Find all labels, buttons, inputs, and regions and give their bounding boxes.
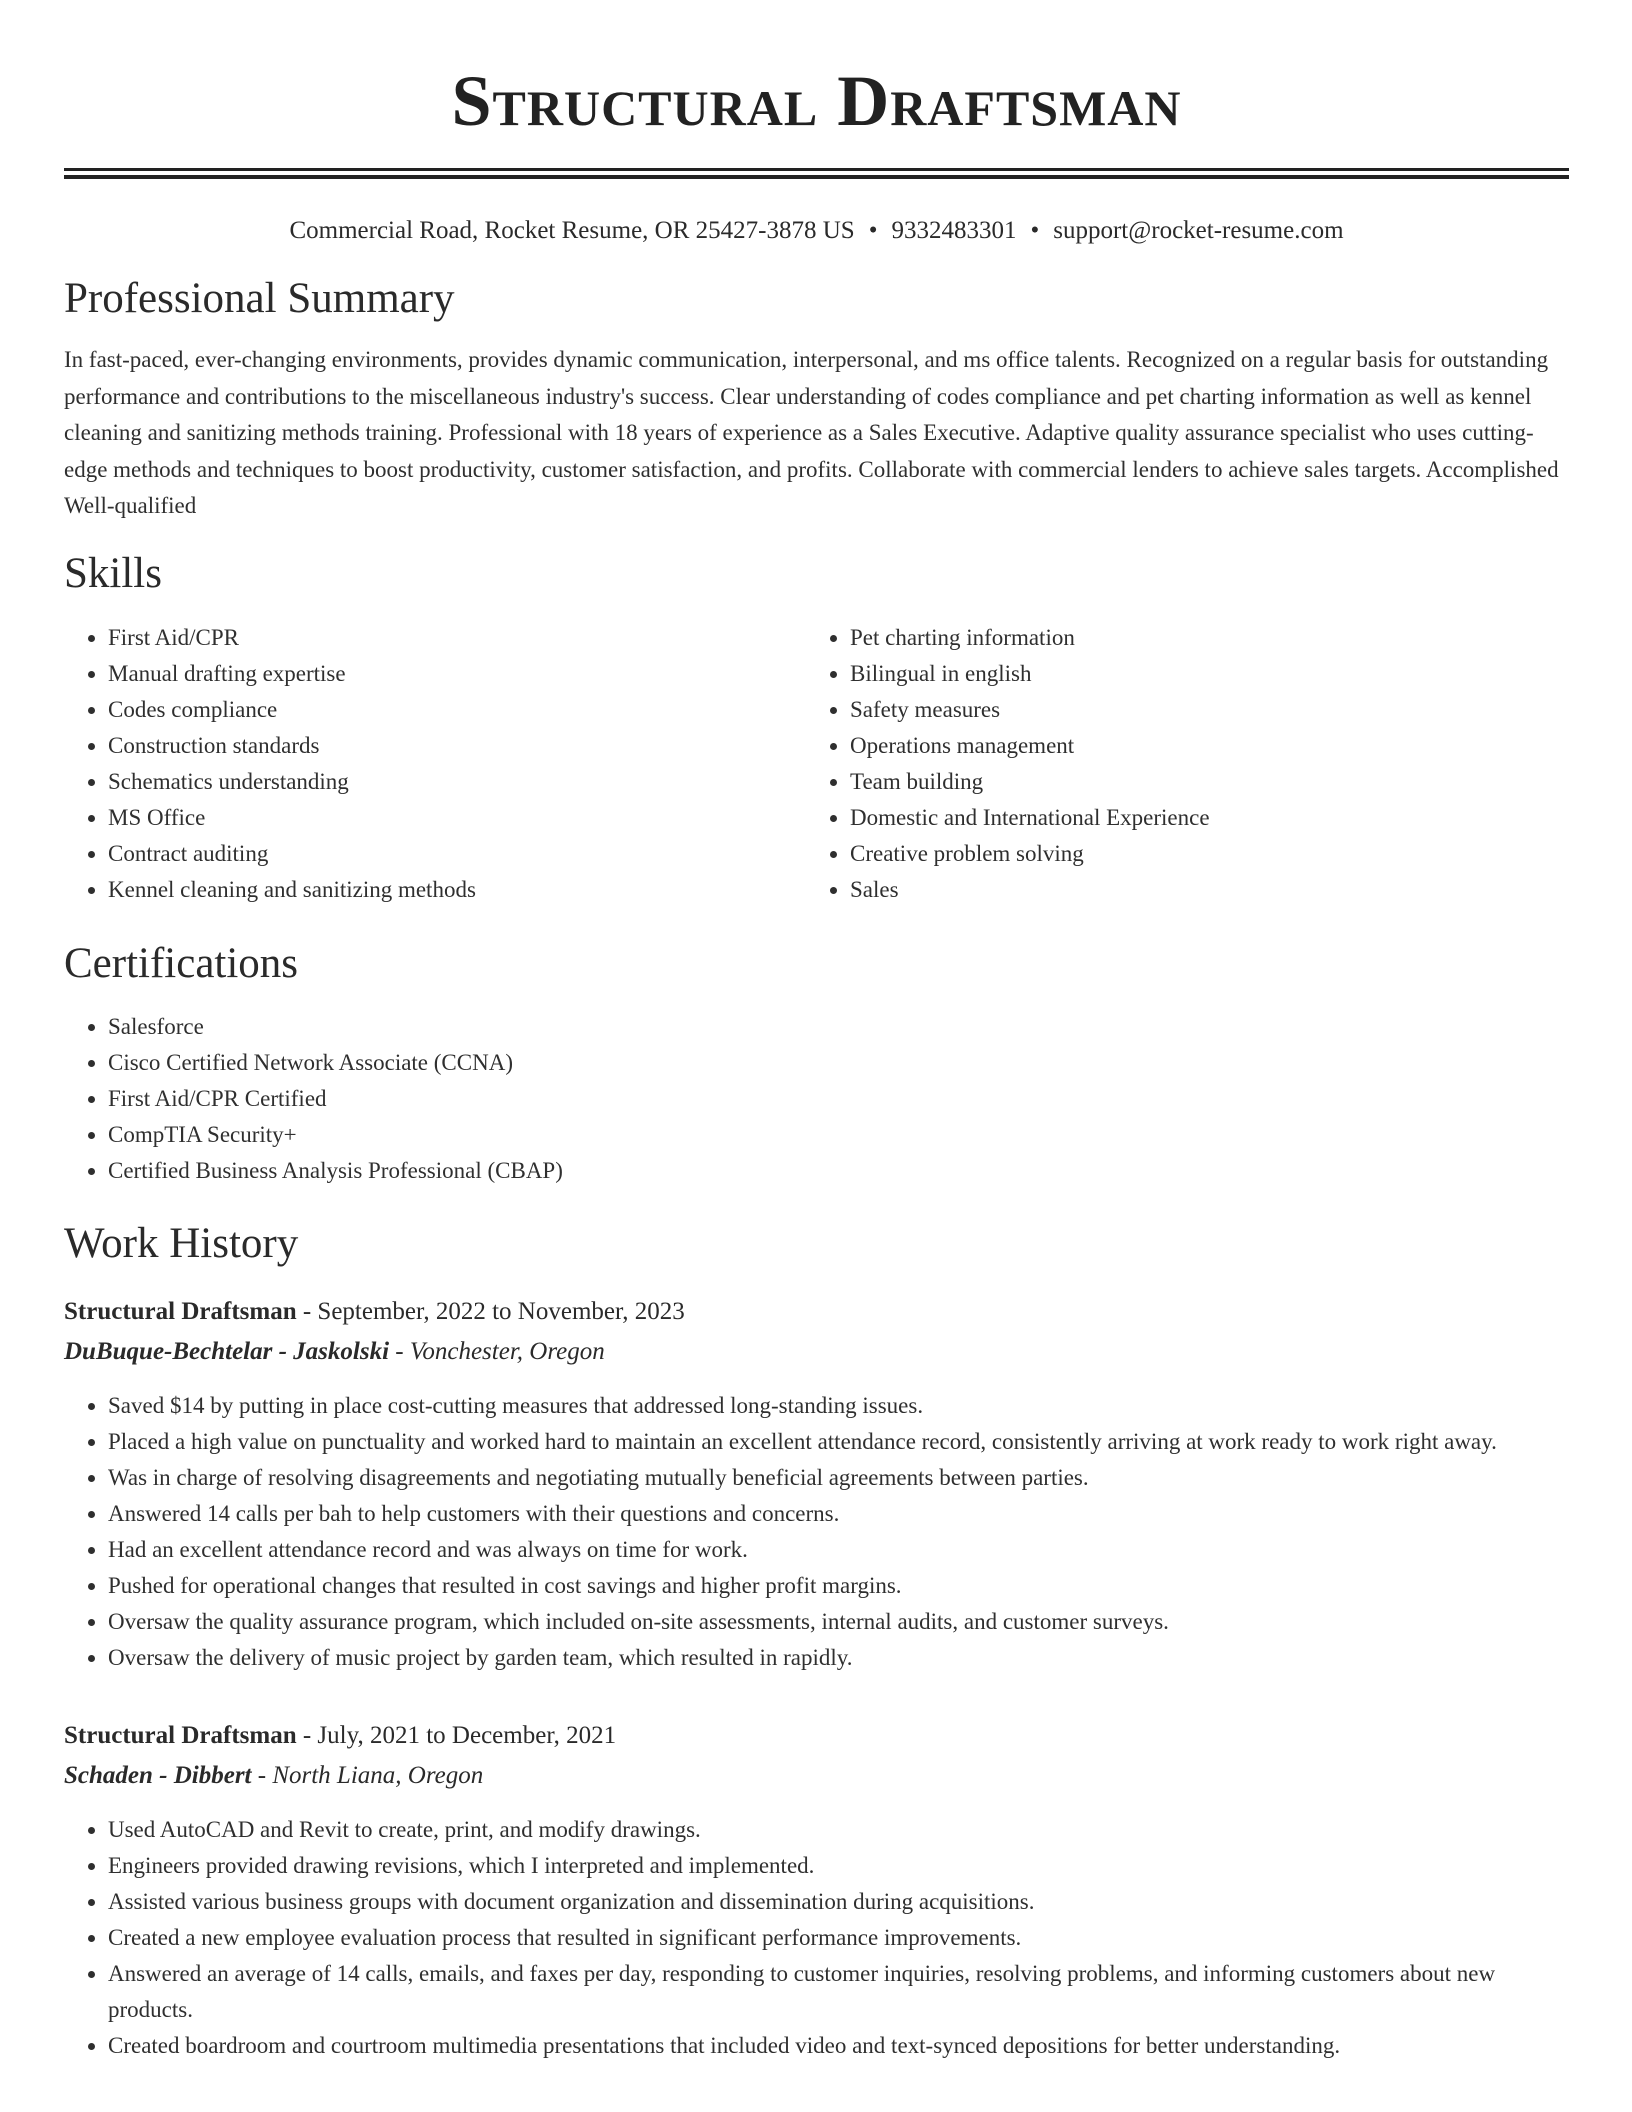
job-role: Structural Draftsman: [64, 1721, 297, 1749]
job-company: Schaden - Dibbert: [64, 1761, 252, 1789]
skill-item: • Manual drafting expertise: [108, 656, 806, 692]
job-location: - Vonchester, Oregon: [389, 1337, 605, 1365]
responsibility-item: • Engineers provided drawing revisions, which I interpreted and implemented.: [108, 1848, 1569, 1884]
skill-item: • Operations management: [850, 728, 1548, 764]
skill-item: • Domestic and International Experience: [850, 800, 1548, 836]
skill-item: • First Aid/CPR: [108, 620, 806, 656]
contact-phone[interactable]: 9332483301: [891, 217, 1017, 244]
work-history-heading: Work History: [64, 1219, 299, 1267]
skill-item: • Safety measures: [850, 692, 1548, 728]
job-role: Structural Draftsman: [64, 1297, 297, 1325]
summary-text: In fast-paced, ever-changing environments, provides dynamic communication, interpersonal, and ms office talents. Recognized on a regular basis for outstanding performance and contributions to the miscellaneous industry's success. Clear understanding of codes compliance and pet charting information as well as kennel cleaning and sanitizing methods training. Professional with 18 years of experience as a Sales Executive. Adaptive quality assurance specialist who uses cutting-edge methods and techniques to boost productivity, customer satisfaction, and profits. Collaborate with commercial lenders to achieve sales targets. Accomplished Well-qualified: [64, 347, 1559, 518]
skill-item: • Schematics understanding: [108, 764, 806, 800]
candidate-name: Structural Draftsman: [451, 61, 1182, 141]
contact-line: [64, 215, 1569, 247]
certification-item: • CompTIA Security+: [108, 1117, 1569, 1153]
certification-item: • Certified Business Analysis Professional (CBAP): [108, 1153, 1569, 1189]
skills-grid: [64, 620, 1569, 908]
certification-item: • Cisco Certified Network Associate (CCNA): [108, 1045, 1569, 1081]
contact-email[interactable]: support@rocket-resume.com: [1053, 217, 1344, 244]
skills-heading: Skills: [64, 549, 162, 597]
skill-item: • Creative problem solving: [850, 836, 1548, 872]
responsibility-item: • Answered an average of 14 calls, emails, and faxes per day, responding to customer inquiries, resolving problems, and informing customers about new products.: [108, 1956, 1569, 2028]
contact-separator: •: [868, 217, 878, 244]
job-company-line: [64, 1332, 1569, 1372]
job-entry: [64, 1292, 1569, 1676]
resume-page: [64, 0, 1569, 2064]
skills-list-right: [806, 620, 1548, 908]
skill-item: • MS Office: [108, 800, 806, 836]
skills-column-right: [806, 620, 1548, 908]
certification-item: • Salesforce: [108, 1009, 1569, 1045]
responsibility-item: • Used AutoCAD and Revit to create, print, and modify drawings.: [108, 1812, 1569, 1848]
skill-item: • Team building: [850, 764, 1548, 800]
responsibility-item: • Created a new employee evaluation process that resulted in significant performance improvements.: [108, 1920, 1569, 1956]
job-title-line: [64, 1292, 1569, 1332]
job-title-line: [64, 1716, 1569, 1756]
job-dates: - September, 2022 to November, 2023: [296, 1297, 685, 1325]
certification-item: • First Aid/CPR Certified: [108, 1081, 1569, 1117]
header-divider: [64, 168, 1569, 179]
skill-item: • Pet charting information: [850, 620, 1548, 656]
skill-item: • Kennel cleaning and sanitizing methods: [108, 872, 806, 908]
skill-item: • Construction standards: [108, 728, 806, 764]
contact-separator: •: [1030, 217, 1040, 244]
responsibility-item: • Had an excellent attendance record and was always on time for work.: [108, 1532, 1569, 1568]
job-location: - North Liana, Oregon: [251, 1761, 484, 1789]
skill-item: • Bilingual in english: [850, 656, 1548, 692]
contact-address: Commercial Road, Rocket Resume, OR 25427-3878 US: [289, 217, 855, 244]
responsibility-item: • Answered 14 calls per bah to help customers with their questions and concerns.: [108, 1496, 1569, 1532]
responsibility-item: • Saved $14 by putting in place cost-cutting measures that addressed long-standing issues.: [108, 1388, 1569, 1424]
skill-item: • Contract auditing: [108, 836, 806, 872]
certifications-heading: Certifications: [64, 939, 299, 987]
certifications-list: [64, 1009, 1569, 1189]
job-company-line: [64, 1756, 1569, 1796]
responsibility-item: • Oversaw the delivery of music project by garden team, which resulted in rapidly.: [108, 1640, 1569, 1676]
responsibility-item: • Was in charge of resolving disagreements and negotiating mutually beneficial agreements between parties.: [108, 1460, 1569, 1496]
skills-column-left: [64, 620, 806, 908]
skill-item: • Sales: [850, 872, 1548, 908]
job-dates: - July, 2021 to December, 2021: [296, 1721, 617, 1749]
job-company: DuBuque-Bechtelar - Jaskolski: [64, 1337, 390, 1365]
skills-list-left: [64, 620, 806, 908]
job-responsibilities: [64, 1812, 1569, 2064]
job-entry: [64, 1716, 1569, 2064]
summary-heading: Professional Summary: [64, 275, 455, 322]
responsibility-item: • Created boardroom and courtroom multimedia presentations that included video and text-synced depositions for better understanding.: [108, 2028, 1569, 2064]
job-responsibilities: [64, 1388, 1569, 1676]
responsibility-item: • Pushed for operational changes that resulted in cost savings and higher profit margins.: [108, 1568, 1569, 1604]
skill-item: • Codes compliance: [108, 692, 806, 728]
responsibility-item: • Placed a high value on punctuality and worked hard to maintain an excellent attendance record, consistently arriving at work ready to work right away.: [108, 1424, 1569, 1460]
responsibility-item: • Assisted various business groups with document organization and dissemination during acquisitions.: [108, 1884, 1569, 1920]
responsibility-item: • Oversaw the quality assurance program, which included on-site assessments, internal audits, and customer surveys.: [108, 1604, 1569, 1640]
